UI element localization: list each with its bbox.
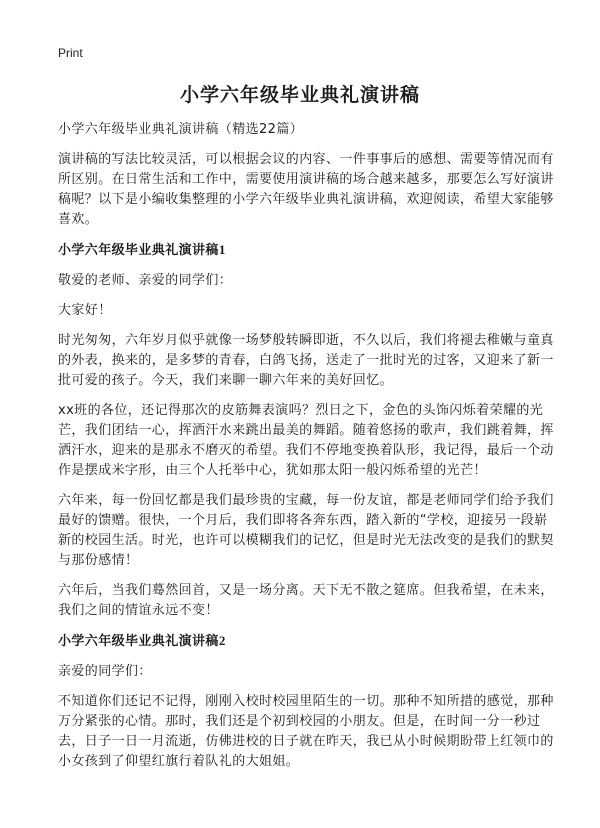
page-title: 小学六年级毕业典礼演讲稿: [179, 84, 420, 106]
section-1-paragraph: xx班的各位，还记得那次的皮筋舞表演吗？烈日之下，金色的头饰闪烁着荣耀的光芒，我们团结一心，挥洒汗水来跳出最美的舞蹈。随着悠扬的歌声，我们跳着舞，挥洒汗水，迎来的是那永不磨灭的希望。我们不停地变换着队形，我记得，最后一个动作是摆成米字形，由三个人托举中心，犹如那太阳一般闪烁希望的光芒！: [58, 403, 554, 478]
section-heading-number: 2: [218, 633, 226, 648]
section-heading-text: 小学六年级毕业典礼演讲稿: [58, 243, 219, 258]
section-1-paragraph: 敬爱的老师、亲爱的同学们：: [58, 273, 233, 288]
section-1-paragraph: 时光匆匆，六年岁月似乎就像一场梦般转瞬即逝，不久以后，我们将褪去稚嫩与童真的外表，换来的，是多梦的青春，白鸽飞扬，送走了一批时光的过客，又迎来了新一批可爱的孩子。今天，我们来聊一聊六年来的美好回忆。: [58, 333, 554, 388]
section-1-heading: [58, 240, 554, 261]
section-2-heading: [58, 631, 554, 652]
section-2-paragraph: 亲爱的同学们：: [58, 664, 152, 679]
section-1-paragraph: 六年后，当我们蓦然回首，又是一场分离。天下无不散之筵席。但我希望，在未来，我们之间的情谊永远不变！: [58, 583, 554, 618]
section-heading-number: 1: [218, 242, 226, 257]
document-subtitle: 小学六年级毕业典礼演讲稿（精选22篇）: [58, 122, 304, 137]
section-1-paragraph: 六年来，每一份回忆都是我们最珍贵的宝藏，每一份友谊，都是老师同学们给予我们最好的馈赠。很快，一个月后，我们即将各奔东西，踏入新的“学校，迎接另一段崭新的校园生活。时光，也许可以模糊我们的记忆，但是时光无法改变的是我们的默契与那份感情！: [58, 493, 554, 568]
intro-paragraph: 演讲稿的写法比较灵活，可以根据会议的内容、一件事事后的感想、需要等情况而有所区别。在日常生活和工作中，需要使用演讲稿的场合越来越多，那要怎么写好演讲稿呢？以下是小编收集整理的小学六年级毕业典礼演讲稿，欢迎阅读，希望大家能够喜欢。: [58, 152, 554, 227]
document-body: [58, 120, 554, 782]
section-2-paragraph: 不知道你们还记不记得，刚刚入校时校园里陌生的一切。那种不知所措的感觉，那种万分紧张的心情。那时，我们还是个初到校园的小朋友。但是，在时间一分一秒过去，日子一日一月流逝，仿佛进校的日子就在昨天，我已从小时候期盼带上红领巾的小女孩到了仰望红旗行着队礼的大姐姐。: [58, 694, 554, 769]
section-heading-text: 小学六年级毕业典礼演讲稿: [58, 634, 219, 649]
section-1-paragraph: 大家好！: [58, 303, 112, 318]
print-link[interactable]: Print: [58, 46, 83, 60]
